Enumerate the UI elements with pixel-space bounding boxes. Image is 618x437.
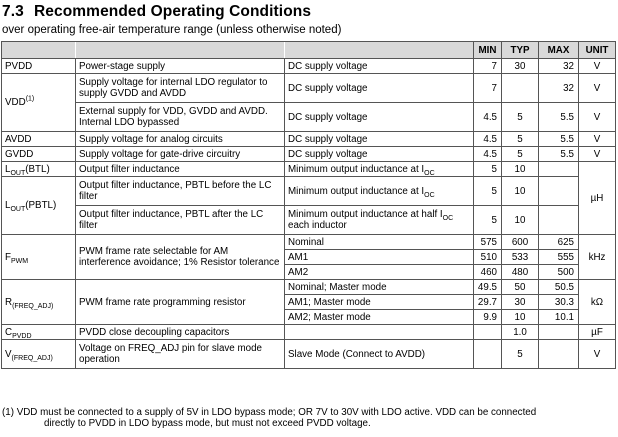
symbol-subscript: PVDD	[12, 332, 32, 340]
param-condition: AM2	[285, 265, 474, 280]
value-max: 500	[539, 265, 579, 280]
param-desc: Output filter inductance	[76, 162, 285, 177]
param-symbol	[2, 235, 76, 280]
value-unit: V	[579, 340, 616, 369]
value-max: 10.1	[539, 310, 579, 325]
value-typ: 30	[502, 59, 539, 74]
condition-subscript: OC	[442, 214, 454, 222]
param-symbol	[2, 177, 76, 235]
param-symbol	[2, 162, 76, 177]
param-symbol	[2, 74, 76, 132]
condition-text: Minimum output inductance at I	[288, 163, 425, 175]
value-unit: V	[579, 59, 616, 74]
value-unit: kΩ	[579, 280, 616, 325]
value-typ: 5	[502, 132, 539, 147]
footnote	[2, 407, 612, 429]
value-min: 4.5	[474, 132, 502, 147]
value-max	[539, 162, 579, 177]
symbol-text: L	[5, 163, 11, 175]
value-min: 460	[474, 265, 502, 280]
value-typ: 10	[502, 162, 539, 177]
section-number: 7.3	[2, 3, 24, 20]
symbol-subscript: (FREQ_ADJ)	[11, 354, 53, 362]
param-desc: Supply voltage for internal LDO regulator to supply GVDD and AVDD	[76, 74, 285, 103]
param-desc: PWM frame rate programming resistor	[76, 280, 285, 325]
param-condition: DC supply voltage	[285, 103, 474, 132]
footnote-line-2: directly to PVDD in LDO bypass mode, but must not exceed PVDD voltage.	[44, 418, 371, 429]
param-condition	[285, 162, 474, 177]
param-condition: AM2; Master mode	[285, 310, 474, 325]
header-cell-blank	[2, 42, 76, 59]
param-condition: DC supply voltage	[285, 59, 474, 74]
param-condition	[285, 206, 474, 235]
param-desc: PVDD close decoupling capacitors	[76, 325, 285, 340]
table-header-row	[2, 42, 616, 59]
value-typ: 5	[502, 147, 539, 162]
symbol-text: R	[5, 296, 13, 308]
symbol-text: F	[5, 251, 11, 263]
param-condition: DC supply voltage	[285, 147, 474, 162]
value-max: 5.5	[539, 147, 579, 162]
value-max	[539, 340, 579, 369]
value-typ: 30	[502, 295, 539, 310]
table-row	[2, 132, 616, 147]
param-condition: DC supply voltage	[285, 74, 474, 103]
table-row	[2, 280, 616, 295]
value-min: 4.5	[474, 147, 502, 162]
value-typ: 1.0	[502, 325, 539, 340]
condition-text: Minimum output inductance at half I	[288, 209, 443, 220]
param-desc: Voltage on FREQ_ADJ pin for slave mode operation	[76, 340, 285, 369]
param-condition: Nominal; Master mode	[285, 280, 474, 295]
table-row	[2, 147, 616, 162]
table-row	[2, 235, 616, 250]
param-condition: AM1	[285, 250, 474, 265]
param-desc: Supply voltage for analog circuits	[76, 132, 285, 147]
value-typ	[502, 74, 539, 103]
value-typ: 50	[502, 280, 539, 295]
value-typ: 10	[502, 206, 539, 235]
symbol-text: VDD	[5, 97, 26, 108]
param-desc: Output filter inductance, PBTL after the LC filter	[76, 206, 285, 235]
value-unit: µH	[579, 162, 616, 235]
value-typ: 5	[502, 340, 539, 369]
symbol-subscript: PWM	[10, 257, 29, 265]
header-typ: TYP	[502, 42, 539, 59]
value-max	[539, 325, 579, 340]
param-symbol: AVDD	[2, 132, 76, 147]
value-typ: 480	[502, 265, 539, 280]
operating-conditions-table	[1, 41, 616, 369]
value-typ: 600	[502, 235, 539, 250]
value-min: 7	[474, 74, 502, 103]
value-typ: 533	[502, 250, 539, 265]
table-row	[2, 325, 616, 340]
header-cell-blank	[285, 42, 474, 59]
table-row	[2, 103, 616, 132]
table-row	[2, 340, 616, 369]
param-symbol	[2, 340, 76, 369]
table-row	[2, 59, 616, 74]
symbol-tail: (BTL)	[25, 163, 50, 175]
condition-text: Minimum output inductance at I	[288, 185, 425, 197]
header-max: MAX	[539, 42, 579, 59]
table-row	[2, 206, 616, 235]
header-cell-blank	[76, 42, 285, 59]
section-title-text: Recommended Operating Conditions	[34, 3, 312, 20]
condition-tail: each inductor	[288, 220, 347, 231]
value-max: 32	[539, 59, 579, 74]
table-row	[2, 74, 616, 103]
value-max: 5.5	[539, 132, 579, 147]
value-min: 5	[474, 206, 502, 235]
symbol-subscript: OUT	[10, 205, 26, 213]
symbol-text: V	[5, 348, 12, 360]
value-max	[539, 206, 579, 235]
param-condition	[285, 177, 474, 206]
table-row	[2, 177, 616, 206]
value-min: 29.7	[474, 295, 502, 310]
value-max: 32	[539, 74, 579, 103]
param-desc: External supply for VDD, GVDD and AVDD. Internal LDO bypassed	[76, 103, 285, 132]
param-symbol	[2, 325, 76, 340]
value-min	[474, 340, 502, 369]
value-typ: 10	[502, 177, 539, 206]
param-desc: Power-stage supply	[76, 59, 285, 74]
value-min: 575	[474, 235, 502, 250]
value-max	[539, 177, 579, 206]
value-min	[474, 325, 502, 340]
symbol-text: L	[5, 200, 11, 211]
value-unit: µF	[579, 325, 616, 340]
symbol-subscript: OUT	[10, 169, 26, 177]
value-min: 5	[474, 177, 502, 206]
value-typ: 10	[502, 310, 539, 325]
value-max: 625	[539, 235, 579, 250]
value-min: 4.5	[474, 103, 502, 132]
param-condition: DC supply voltage	[285, 132, 474, 147]
value-max: 50.5	[539, 280, 579, 295]
value-typ: 5	[502, 103, 539, 132]
param-desc: Supply voltage for gate-drive circuitry	[76, 147, 285, 162]
param-symbol: GVDD	[2, 147, 76, 162]
param-symbol	[2, 280, 76, 325]
param-condition: AM1; Master mode	[285, 295, 474, 310]
value-min: 9.9	[474, 310, 502, 325]
section-subtitle: over operating free-air temperature range (unless otherwise noted)	[2, 24, 342, 36]
value-unit: V	[579, 74, 616, 103]
symbol-subscript: (FREQ_ADJ)	[12, 302, 54, 310]
table-row	[2, 162, 616, 177]
param-condition	[285, 325, 474, 340]
value-max: 5.5	[539, 103, 579, 132]
footnote-ref: (1)	[25, 95, 35, 103]
value-unit: kHz	[579, 235, 616, 280]
param-desc: Output filter inductance, PBTL before the LC filter	[76, 177, 285, 206]
value-min: 49.5	[474, 280, 502, 295]
value-unit: V	[579, 147, 616, 162]
param-condition: Nominal	[285, 235, 474, 250]
condition-subscript: OC	[424, 169, 435, 177]
param-desc: PWM frame rate selectable for AM interference avoidance; 1% Resistor tolerance	[76, 235, 285, 280]
value-unit: V	[579, 103, 616, 132]
value-min: 5	[474, 162, 502, 177]
header-min: MIN	[474, 42, 502, 59]
symbol-text: C	[5, 326, 13, 338]
value-min: 510	[474, 250, 502, 265]
value-unit: V	[579, 132, 616, 147]
param-condition: Slave Mode (Connect to AVDD)	[285, 340, 474, 369]
condition-subscript: OC	[424, 191, 435, 199]
symbol-tail: (PBTL)	[25, 200, 57, 211]
value-min: 7	[474, 59, 502, 74]
value-max: 555	[539, 250, 579, 265]
param-symbol: PVDD	[2, 59, 76, 74]
section-title	[2, 3, 311, 21]
header-unit: UNIT	[579, 42, 616, 59]
value-max: 30.3	[539, 295, 579, 310]
footnote-line-1: (1) VDD must be connected to a supply of 5V in LDO bypass mode; OR 7V to 30V with LDO active. VDD can be connected	[2, 407, 537, 418]
